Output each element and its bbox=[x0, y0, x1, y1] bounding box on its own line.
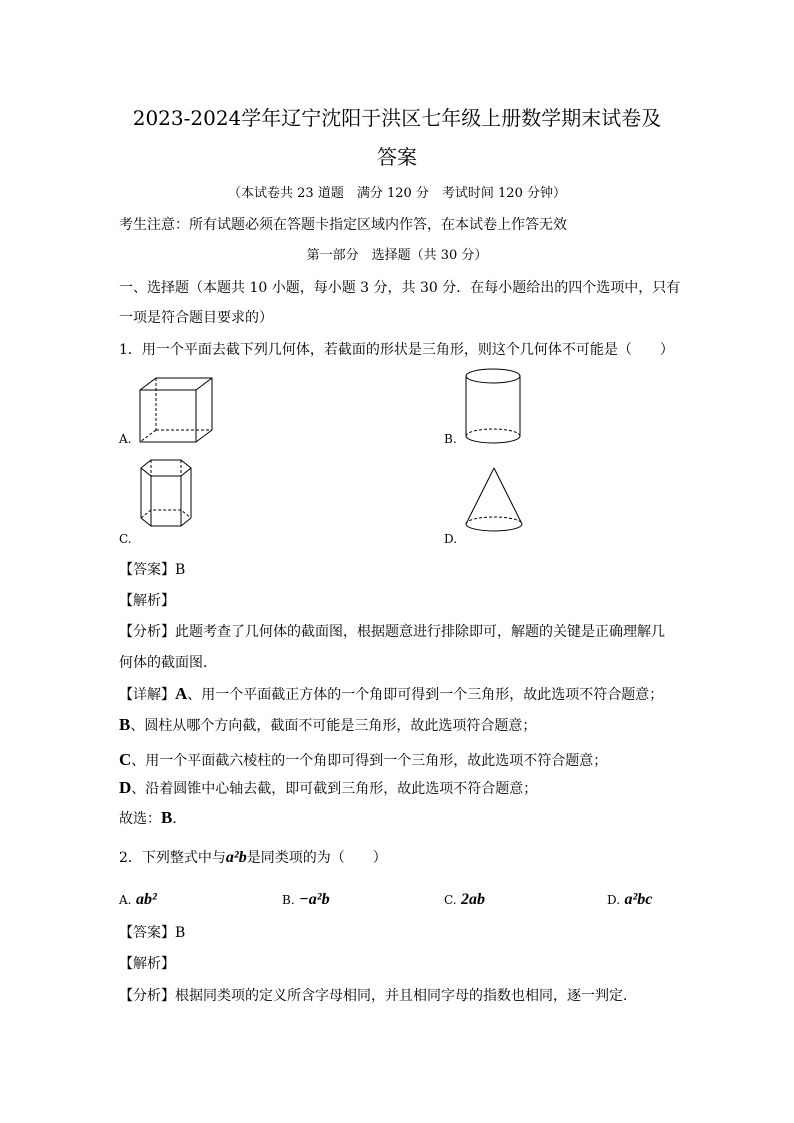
option-letter: A bbox=[175, 684, 188, 703]
stem-text: 2．下列整式中与 bbox=[119, 850, 226, 866]
q1-detail-c bbox=[119, 751, 607, 770]
question-2-stem bbox=[119, 849, 387, 867]
hexagonal-prism-figure bbox=[137, 456, 199, 530]
detail-text: 、用一个平面截正方体的一个角即可得到一个三角形，故此选项不符合题意； bbox=[187, 687, 664, 703]
detail-text: 、用一个平面截六棱柱的一个角即可得到一个三角形，故此选项不符合题意； bbox=[131, 753, 608, 769]
detail-text: 、沿着圆锥中心轴去截，即可截到三角形，故此选项不符合题意； bbox=[131, 781, 538, 797]
conclusion-letter: B bbox=[161, 808, 173, 827]
instructions-line1: 一、选择题（本题共 10 小题，每小题 3 分，共 30 分．在每小题给出的四个选项中，只有 bbox=[119, 280, 681, 296]
conclusion-prefix: 故选： bbox=[119, 811, 161, 827]
instructions-line2: 一项是符合题目要求的） bbox=[119, 310, 273, 326]
q1-detail-b bbox=[119, 716, 536, 735]
q1-option-d-label: D. bbox=[444, 532, 458, 546]
q1-analysis-line2: 何体的截面图． bbox=[119, 655, 217, 671]
document-title-line1: 2023-2024学年辽宁沈阳于洪区七年级上册数学期末试卷及 bbox=[132, 106, 662, 130]
option-label: A. bbox=[119, 893, 132, 907]
q1-analysis-line1: 【分析】此题考查了几何体的截面图，根据题意进行排除即可，解题的关键是正确理解几 bbox=[119, 624, 665, 640]
exam-notice: 考生注意：所有试题必须在答题卡指定区域内作答，在本试卷上作答无效 bbox=[119, 217, 567, 233]
q1-detail-a bbox=[119, 685, 663, 704]
option-letter: B bbox=[119, 715, 131, 734]
option-expression: 2ab bbox=[461, 891, 486, 908]
section-heading: 第一部分 选择题（共 30 分） bbox=[306, 248, 488, 263]
q2-answer: 【答案】B bbox=[119, 925, 186, 941]
q1-answer: 【答案】B bbox=[119, 562, 186, 578]
math-expression: a²b bbox=[225, 849, 247, 866]
q2-analysis: 【分析】根据同类项的定义所含字母相同，并且相同字母的指数也相同，逐一判定． bbox=[119, 988, 637, 1004]
stem-text: 是同类项的为（ ） bbox=[246, 850, 387, 866]
q1-conclusion bbox=[119, 809, 186, 828]
q1-option-c-label: C. bbox=[119, 532, 132, 546]
q1-option-b-label: B. bbox=[444, 432, 457, 446]
exam-info: （本试卷共 23 道题 满分 120 分 考试时间 120 分钟） bbox=[228, 186, 566, 201]
detail-prefix: 【详解】 bbox=[119, 687, 175, 703]
cylinder-figure bbox=[462, 366, 526, 448]
option-label: C. bbox=[444, 893, 457, 907]
q2-option-b bbox=[282, 891, 330, 909]
option-expression: −a²b bbox=[299, 891, 330, 908]
detail-text: 、圆柱从哪个方向截，截面不可能是三角形，故此选项符合题意； bbox=[130, 718, 537, 734]
option-expression: a²bc bbox=[624, 891, 653, 908]
q1-detail-d bbox=[119, 779, 537, 798]
q2-option-c bbox=[444, 891, 485, 909]
option-letter: C bbox=[119, 750, 132, 769]
q2-analysis-heading: 【解析】 bbox=[119, 956, 175, 972]
q1-analysis-heading: 【解析】 bbox=[119, 593, 175, 609]
question-1-stem: 1．用一个平面去截下列几何体，若截面的形状是三角形，则这个几何体不可能是（ ） bbox=[119, 342, 674, 358]
option-letter: D bbox=[119, 778, 132, 797]
document-title-line2: 答案 bbox=[377, 145, 417, 169]
option-expression: ab² bbox=[135, 891, 157, 908]
option-label: D. bbox=[607, 893, 621, 907]
option-label: B. bbox=[282, 893, 295, 907]
q2-option-d bbox=[607, 891, 652, 909]
cube-figure bbox=[136, 374, 218, 448]
cone-figure bbox=[462, 464, 528, 536]
q1-option-a-label: A. bbox=[119, 432, 132, 446]
conclusion-suffix: ． bbox=[172, 811, 187, 827]
q2-option-a bbox=[119, 891, 157, 909]
